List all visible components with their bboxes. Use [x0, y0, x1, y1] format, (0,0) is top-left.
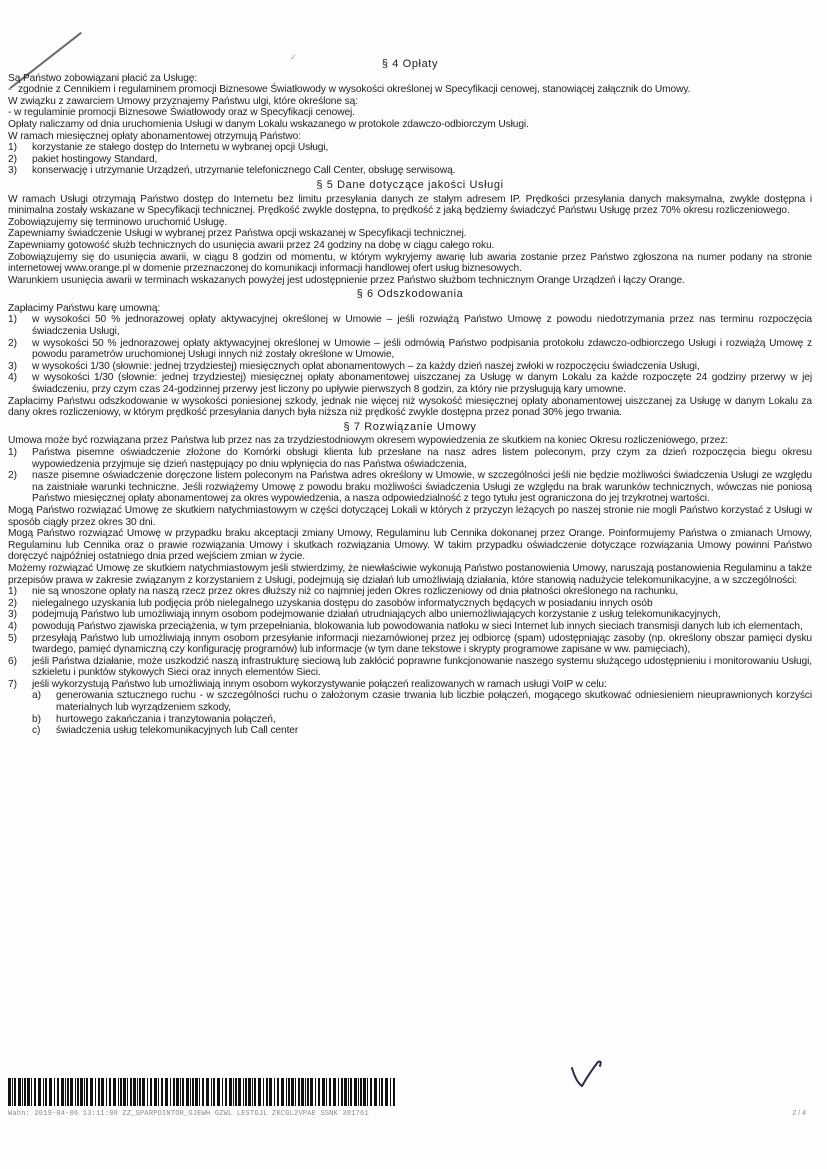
section-6-outro: Zapłacimy Państwu odszkodowanie w wysokości poniesionej szkody, jednak nie więcej niż wysokość miesięcznej opłaty abonamentowej uiszczanej za Usługę w danym Lokalu za dany okres rozliczeniowy, w którym prędkość przesyłania danych była niższa niż prędkość zwykle dostępna przez ponad 30% jego trwania. — [8, 395, 812, 419]
list-item: 2) nielegalnego uzyskania lub podjęcia prób nielegalnego uzyskania dostępu do zasobów informatycznych będących w posiadaniu innych osób — [8, 597, 653, 609]
section-5-paragraph: Zapewniamy świadczenie Usługi w wybranej przez Państwa opcji wskazanej w Specyfikacji technicznej. — [8, 228, 467, 240]
section-5-paragraph: W ramach Usługi otrzymają Państwo dostęp do Internetu bez limitu przesyłania danych ze stałym adresem IP. Prędkości przesyłania danych maksymalna, zwykle dostępna i minimalna zostały wskazane w Specyfikacji technicznej. Prędkość zwykle dostępna, to prędkość z jaką będziemy świadczyć Państwu Usługę przez 70% okresu rozliczeniowego. — [8, 193, 812, 217]
list-item: 5) przesyłają Państwo lub umożliwiają innym osobom przesyłanie informacji niezamówionej przez jej odbiorcę (spam) udostępniając zasoby (np. określony obszar pamięci dysku twardego, pamięć dynamiczną czy konfigurację programów) lub informacje (w tym dane tekstowe i skrypty programowe zapisane w ww. pamięciach), — [8, 632, 812, 656]
list-item: 4) w wysokości 1/30 (słownie: jednej trzydziestej) miesięcznej opłaty abonamentowej uiszczanej za Usługę w danym Lokalu za każde rozpoczęte 24 godziny przerwy w jej świadczeniu, przy czym czas 24-godzinnej przerwy jest liczony po upływie pierwszych 8 godzin, za który nie przysługują kary umowne. — [8, 372, 812, 396]
section-7-paragraph: Mogą Państwo rozwiązać Umowę ze skutkiem natychmiastowym w części dotyczącej Lokali w których z przyczyn leżących po naszej stronie nie mogli Państwo korzystać z Usługi w sposób ciągły przez okres 30 dni. — [8, 504, 812, 528]
section-4-paragraph: W ramach miesięcznej opłaty abonamentowej otrzymują Państwo: — [8, 130, 301, 142]
footer-code: Wahn: 2019-04-06 13:11:08 ZZ_SPARPOINTOR_GJEWH GZWL LESTGJL ZKCGL2VPAE SSNK 381761 — [8, 1110, 369, 1118]
sub-list-item: c) świadczenia usług telekomunikacyjnych lub Call center — [32, 725, 299, 737]
sub-list-item: b) hurtowego zakańczania i tranzytowania połączeń, — [32, 713, 276, 725]
section-4-heading: § 4 Opłaty — [381, 58, 439, 70]
list-item: 2) w wysokości 50 % jednorazowej opłaty aktywacyjnej określonej w Umowie – jeśli odmówią Państwo podpisania protokołu zdawczo-odbiorczego Usługi i rozwiążą Umowę z powodu parametrów uruchomionej Usługi innych niż zostały określone w Umowie, — [8, 337, 812, 361]
list-item: 6) jeśli Państwa działanie, może uszkodzić naszą infrastrukturę sieciową lub zakłócić poprawne funkcjonowanie naszego systemu służącego udostępnieniu i monitorowaniu Usługi, szkieletu i punktów stykowych Sieci oraz innych elementów Sieci. — [8, 655, 812, 679]
list-item: 3) w wysokości 1/30 (słownie: jednej trzydziestej) miesięcznych opłat abonamentowych – za każdy dzień naszej zwłoki w rozpoczęciu świadczenia Usługi, — [8, 360, 700, 372]
list-item: 2) nasze pisemne oświadczenie doręczone listem poleconym na Państwa adres określony w Umowie, w szczególności jeśli nie będzie możliwości świadczenia Usługi ze względu na zaistniałe warunki techniczne. Jeśli rozwiążemy Umowę z powodu braku możliwości świadczenia Usługi ze względu na brak warunków technicznych, wówczas nie poniosą Państwo miesięcznej opłaty abonamentowej za okres wypowiedzenia, a nasza odpowiedzialność z tego tytułu jest ograniczona do jej trzykrotnej wartości. — [8, 470, 812, 505]
section-7-paragraph: Mogą Państwo rozwiązać Umowę w przypadku braku akceptacji zmiany Umowy, Regulaminu lub Cennika dokonanej przez Orange. Poinformujemy Państwa o zmianach Umowy, Regulaminu lub Cennika oraz o prawie rozwiązania Umowy i skutkach rozwiązania Umowy. W takim przypadku oświadczenie dotyczące rozwiązania Umowy powinni Państwo doręczyć najpóźniej ostatniego dnia przed wejściem zmian w życie. — [8, 528, 812, 563]
section-5-paragraph: Zapewniamy gotowość służb technicznych do usunięcia awarii przez 24 godziny na dobę w ciągu całego roku. — [8, 239, 495, 251]
document-body — [8, 56, 812, 737]
sub-list-item: a) generowania sztucznego ruchu - w szczególności ruchu o założonym czasie trwania lub liczbie połączeń, mogącego skutkować odniesieniem nieuprawnionych korzyści materialnych lub wyrządzeniem szkody, — [32, 690, 812, 714]
section-7-paragraph: Możemy rozwiązać Umowę ze skutkiem natychmiastowym jeśli stwierdzimy, że niewłaściwie wykonują Państwo postanowienia Umowy, naruszają postanowienia Regulaminu a także przepisów prawa w zakresie związanym z korzystaniem z Usługi, podejmują się działań lub umożliwiają działania, które stanowią nadużycie telekomunikacyjne, a w szczególności: — [8, 562, 812, 586]
section-5-paragraph: Zobowiązujemy się do usunięcia awarii, w ciągu 8 godzin od momentu, w którym wykryjemy awarię lub awaria zostanie przez Państwo zgłoszona na numer podany na stronie internetowej www.orange.pl w domenie przeznaczonej do komunikacji informacji handlowej ofert usług biznesowych. — [8, 251, 812, 275]
list-item: 1) w wysokości 50 % jednorazowej opłaty aktywacyjnej określonej w Umowie – jeśli rozwiążą Państwo Umowę z powodu niedotrzymania przez nas terminu rozpoczęcia świadczenia Usługi, — [8, 314, 812, 338]
list-item: 3) konserwację i utrzymanie Urządzeń, utrzymanie telefonicznego Call Center, obsługę serwisową. — [8, 165, 456, 177]
list-item: 1) nie są wnoszone opłaty na naszą rzecz przez okres dłuższy niż co najmniej jeden Okres rozliczeniowy od dnia płatności określonego na rachunku, — [8, 586, 679, 598]
section-5-paragraph: Zobowiązujemy się terminowo uruchomić Usługę. — [8, 216, 228, 228]
section-4-paragraph: - w regulaminie promocji Biznesowe Światłowody oraz w Specyfikacji cenowej. — [8, 107, 355, 119]
scan-mark: ✓ — [290, 53, 297, 62]
section-6-heading: § 6 Odszkodowania — [356, 288, 464, 301]
page-number: 2 / 4 — [792, 1110, 806, 1117]
section-6-intro: Zapłacimy Państwu karę umowną: — [8, 302, 161, 314]
section-5-heading: § 5 Dane dotyczące jakości Usługi — [316, 178, 504, 191]
section-4-paragraph: Opłaty naliczamy od dnia uruchomienia Usługi w danym Lokalu wskazanego w protokole zdawczo-odbiorczym Usługi. — [8, 118, 529, 130]
list-item: 1) Państwa pisemne oświadczenie złożone do Komórki obsługi klienta lub przesłane na nasz adres listem poleconym, przy czym za dzień rozpoczęcia biegu okresu wypowiedzenia przyjmuje się dzień następujący po dniu wpłynięcia do nas Państwa oświadczenia, — [8, 447, 812, 470]
list-item: 7) jeśli wykorzystują Państwo lub umożliwiają innym osobom wykorzystywanie połączeń realizowanych w ramach usługi VoIP w celu: — [8, 678, 607, 690]
section-4-bullet: - zgodnie z Cennikiem i regulaminem promocji Biznesowe Światłowody w wysokości określonej w Specyfikacji cenowej, stanowiącej załącznik do Umowy. — [8, 84, 691, 96]
list-item: 4) powodują Państwo zjawiska przeciążenia, w tym przepełniania, blokowania lub powodowania natłoku w sieci Internet lub innych sieciach transmisji danych lub ich elementach, — [8, 620, 803, 632]
section-5-paragraph: Warunkiem usunięcia awarii w terminach wskazanych powyżej jest udostępnienie przez Państwo służbom technicznym Orange Urządzeń i łączy Orange. — [8, 274, 685, 286]
document-footer — [8, 1076, 818, 1136]
list-item: 2) pakiet hostingowy Standard, — [8, 153, 158, 165]
barcode-icon — [8, 1078, 398, 1106]
list-item: 1) korzystanie ze stałego dostęp do Internetu w wybranej opcji Usługi, — [8, 142, 329, 154]
section-4-intro: Są Państwo zobowiązani płacić za Usługę: — [8, 72, 198, 84]
section-4-paragraph: W związku z zawarciem Umowy przyznajemy Państwu ulgi, które określone są: — [8, 95, 358, 107]
section-7-heading: § 7 Rozwiązanie Umowy — [343, 420, 477, 433]
section-7-intro: Umowa może być rozwiązana przez Państwa lub przez nas za trzydziestodniowym okresem wypowiedzenia ze skutkiem na koniec Okresu rozliczeniowego, przez: — [8, 435, 728, 447]
list-item: 3) podejmują Państwo lub umożliwiają innym osobom podejmowanie działań utrudniających albo uniemożliwiających korzystanie z usług telekomunikacyjnych, — [8, 609, 721, 621]
